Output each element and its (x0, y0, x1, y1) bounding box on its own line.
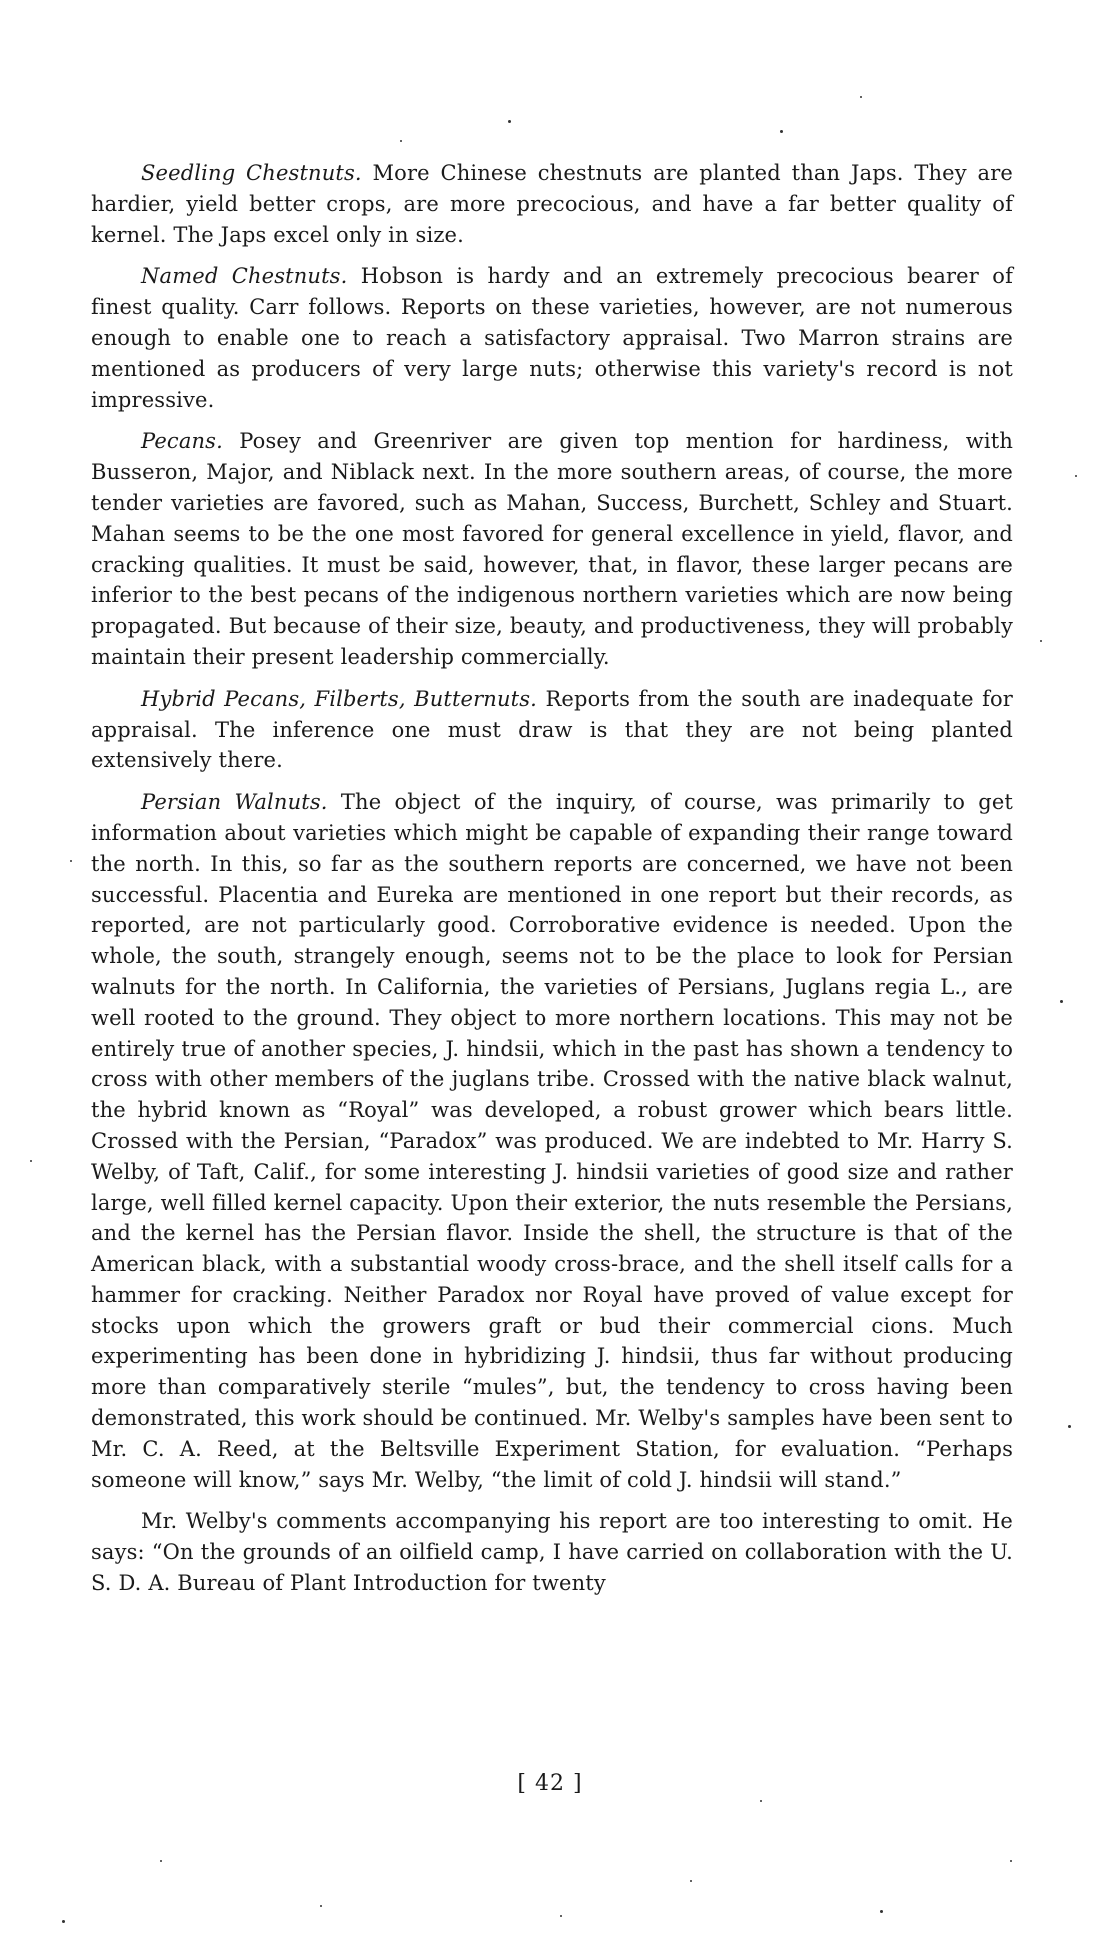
paragraph-welby-comments (91, 1506, 1013, 1598)
scan-speck (860, 96, 862, 98)
scan-speck (1040, 640, 1042, 642)
scan-speck (1075, 475, 1077, 477)
scan-speck (760, 1800, 762, 1802)
paragraph-body: Hobson is hardy and an extremely precocious bearer of finest quality. Carr follows. Reports on these varieties, however, are not numerous enough to enable one to reach a satisfactory appraisal. Two Marron strains are mentioned as producers of very large nuts; otherwise this variety's record is not impressive. (91, 264, 1013, 412)
scan-speck (62, 1920, 65, 1923)
paragraph-body: Posey and Greenriver are given top mention for hardiness, with Busseron, Major, and Niblack next. In the more southern areas, of course, the more tender varieties are favored, such as Mahan, Success, Burchett, Schley and Stuart. Mahan seems to be the one most favored for general excellence in yield, flavor, and cracking qualities. It must be said, however, that, in flavor, these larger pecans are inferior to the best pecans of the indigenous northern varieties which are now being propagated. But because of their size, beauty, and productiveness, they will probably maintain their present leadership commercially. (91, 429, 1013, 669)
paragraph-persian-walnuts (91, 787, 1013, 1495)
scan-speck (30, 1160, 32, 1162)
scan-speck (1068, 1425, 1071, 1428)
scan-speck (160, 1860, 162, 1862)
paragraph-pecans (91, 426, 1013, 672)
paragraph-body: The object of the inquiry, of course, was primarily to get information about varieties which might be capable of expanding their range toward the north. In this, so far as the southern reports are concerned, we have not been successful. Placentia and Eureka are mentioned in one report but their records, as reported, are not particularly good. Corroborative evidence is needed. Upon the whole, the south, strangely enough, seems not to be the place to look for Persian walnuts for the north. In California, the varieties of Persians, Juglans regia L., are well rooted to the ground. They object to more northern locations. This may not be entirely true of another species, J. hindsii, which in the past has shown a tendency to cross with other members of the juglans tribe. Crossed with the native black walnut, the hybrid known as “Royal” was developed, a robust grower which bears little. Crossed with the Persian, “Paradox” was produced. We are indebted to Mr. Harry S. Welby, of Taft, Calif., for some interesting J. hindsii varieties of good size and rather large, well filled kernel capacity. Upon their exterior, the nuts resemble the Persians, and the kernel has the Persian flavor. Inside the shell, the structure is that of the American black, with a substantial woody cross-brace, and the shell itself calls for a hammer for cracking. Neither Paradox nor Royal have proved of value except for stocks upon which the growers graft or bud their commercial cions. Much experimenting has been done in hybridizing J. hindsii, thus far without producing more than comparatively sterile “mules”, but, the tendency to cross having been demonstrated, this work should be continued. Mr. Welby's samples have been sent to Mr. C. A. Reed, at the Beltsville Experiment Station, for evaluation. “Perhaps someone will know,” says Mr. Welby, “the limit of cold J. hindsii will stand.” (91, 790, 1013, 1492)
scan-speck (320, 1905, 322, 1907)
scan-speck (508, 120, 511, 123)
scan-speck (1010, 1860, 1012, 1862)
scan-speck (880, 1910, 883, 1913)
scan-speck (1060, 1000, 1063, 1003)
scan-speck (780, 130, 783, 133)
paragraph-heading: Persian Walnuts. (141, 790, 328, 815)
paragraph-heading: Pecans. (141, 429, 223, 454)
paragraph-body: Reports from the south are inadequate for appraisal. The inference one must draw is that they are not being planted extensively there. (91, 686, 1013, 773)
scan-speck (690, 1880, 692, 1882)
paragraph-seedling-chestnuts (91, 158, 1013, 250)
paragraph-body: Mr. Welby's comments accompanying his report are too interesting to omit. He says: “On the grounds of an oilfield camp, I have carried on collaboration with the U. S. D. A. Bureau of Plant Introduction for twenty (91, 1509, 1013, 1596)
paragraph-named-chestnuts (91, 261, 1013, 415)
paragraph-heading: Hybrid Pecans, Filberts, Butternuts. (141, 686, 537, 711)
paragraph-hybrid-pecans (91, 684, 1013, 776)
paragraph-heading: Named Chestnuts. (141, 264, 348, 289)
scan-speck (400, 140, 402, 142)
body-text (91, 158, 1013, 1610)
paragraph-body: More Chinese chestnuts are planted than Japs. They are hardier, yield better crops, are more precocious, and have a far better quality of kernel. The Japs excel only in size. (91, 161, 1013, 247)
scan-speck (560, 1915, 562, 1917)
page-number: [ 42 ] (517, 1771, 583, 1796)
scan-speck (70, 860, 72, 862)
paragraph-heading: Seedling Chestnuts. (141, 161, 362, 185)
